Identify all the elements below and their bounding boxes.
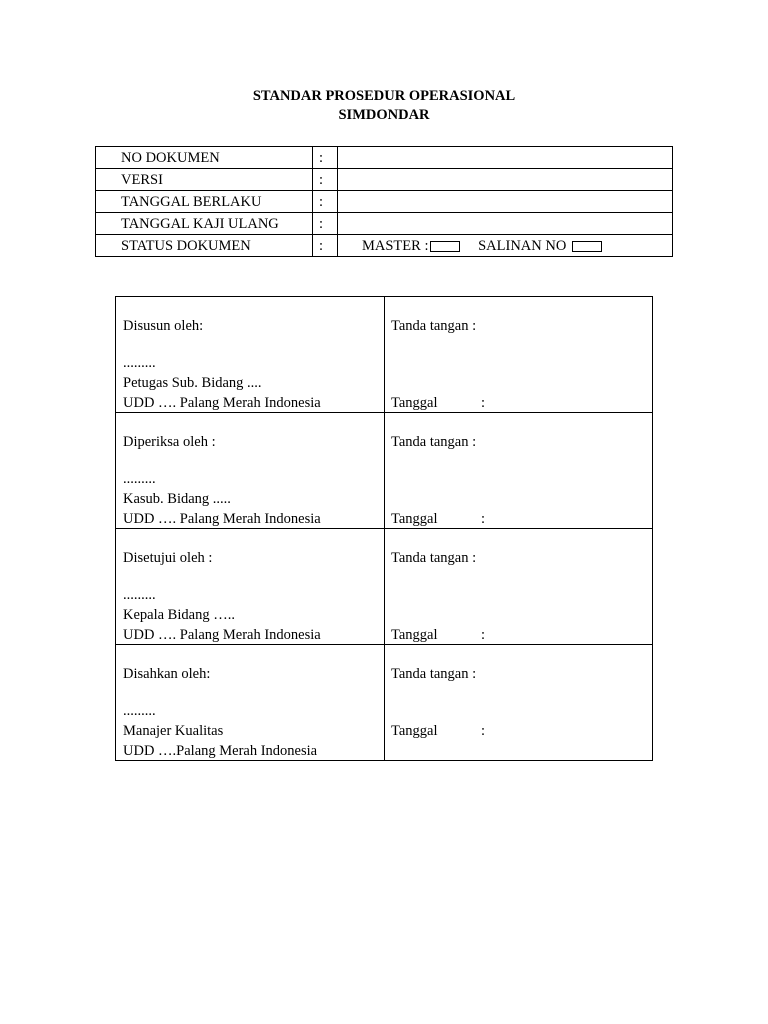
signature-label: Tanda tangan :	[391, 318, 477, 334]
approver-position: Petugas Sub. Bidang ....	[123, 375, 262, 391]
status-dokumen-value	[338, 235, 673, 257]
info-colon: :	[313, 235, 338, 257]
document-subtitle: SIMDONDAR	[338, 107, 430, 123]
info-label: VERSI	[96, 169, 313, 191]
approver-unit: UDD …. Palang Merah Indonesia	[123, 627, 321, 643]
info-row-no-dokumen	[96, 147, 673, 169]
approver-name-placeholder: .........	[123, 703, 156, 719]
approver-cell	[116, 413, 385, 529]
info-colon: :	[313, 147, 338, 169]
approver-cell	[116, 645, 385, 761]
approver-unit: UDD …. Palang Merah Indonesia	[123, 511, 321, 527]
approver-position: Kepala Bidang …..	[123, 607, 235, 623]
approver-cell	[116, 529, 385, 645]
signature-label: Tanda tangan :	[391, 666, 477, 682]
signature-cell[interactable]	[385, 529, 653, 645]
signature-cell[interactable]	[385, 645, 653, 761]
signature-label: Tanda tangan :	[391, 550, 477, 566]
info-label: TANGGAL KAJI ULANG	[96, 213, 313, 235]
approver-name-placeholder: .........	[123, 355, 156, 371]
date-label: Tanggal :	[391, 395, 486, 411]
approval-row-diperiksa	[116, 413, 653, 529]
approval-heading: Disahkan oleh:	[123, 666, 211, 682]
info-label: NO DOKUMEN	[96, 147, 313, 169]
approver-cell	[116, 297, 385, 413]
approver-name-placeholder: .........	[123, 471, 156, 487]
info-value-no-dokumen[interactable]	[338, 147, 673, 169]
approval-row-disusun	[116, 297, 653, 413]
approval-heading: Disetujui oleh :	[123, 550, 213, 566]
approver-unit: UDD …. Palang Merah Indonesia	[123, 395, 321, 411]
salinan-checkbox[interactable]	[572, 241, 602, 252]
info-row-versi	[96, 169, 673, 191]
document-info-table	[95, 146, 673, 257]
master-label: MASTER :	[362, 237, 429, 254]
info-value-tanggal-berlaku[interactable]	[338, 191, 673, 213]
info-value-tanggal-kaji-ulang[interactable]	[338, 213, 673, 235]
date-label: Tanggal :	[391, 627, 486, 643]
info-label: STATUS DOKUMEN	[96, 235, 313, 257]
approval-heading: Disusun oleh:	[123, 318, 204, 334]
approver-position: Kasub. Bidang .....	[123, 491, 231, 507]
approval-row-disahkan	[116, 645, 653, 761]
signature-cell[interactable]	[385, 297, 653, 413]
document-title: STANDAR PROSEDUR OPERASIONAL	[252, 88, 516, 104]
approval-heading: Diperiksa oleh :	[123, 434, 216, 450]
approver-position: Manajer Kualitas	[123, 723, 224, 739]
info-colon: :	[313, 169, 338, 191]
master-checkbox[interactable]	[430, 241, 460, 252]
approver-name-placeholder: .........	[123, 587, 156, 603]
signature-label: Tanda tangan :	[391, 434, 477, 450]
info-label: TANGGAL BERLAKU	[96, 191, 313, 213]
approval-signature-table	[115, 296, 653, 761]
signature-cell[interactable]	[385, 413, 653, 529]
info-colon: :	[313, 191, 338, 213]
info-row-status-dokumen	[96, 235, 673, 257]
approver-unit: UDD ….Palang Merah Indonesia	[123, 743, 318, 759]
info-colon: :	[313, 213, 338, 235]
info-value-versi[interactable]	[338, 169, 673, 191]
info-row-tanggal-berlaku	[96, 191, 673, 213]
approval-row-disetujui	[116, 529, 653, 645]
salinan-label: SALINAN NO	[478, 237, 567, 254]
date-label: Tanggal :	[391, 511, 486, 527]
date-label: Tanggal :	[391, 723, 486, 739]
info-row-tanggal-kaji-ulang	[96, 213, 673, 235]
